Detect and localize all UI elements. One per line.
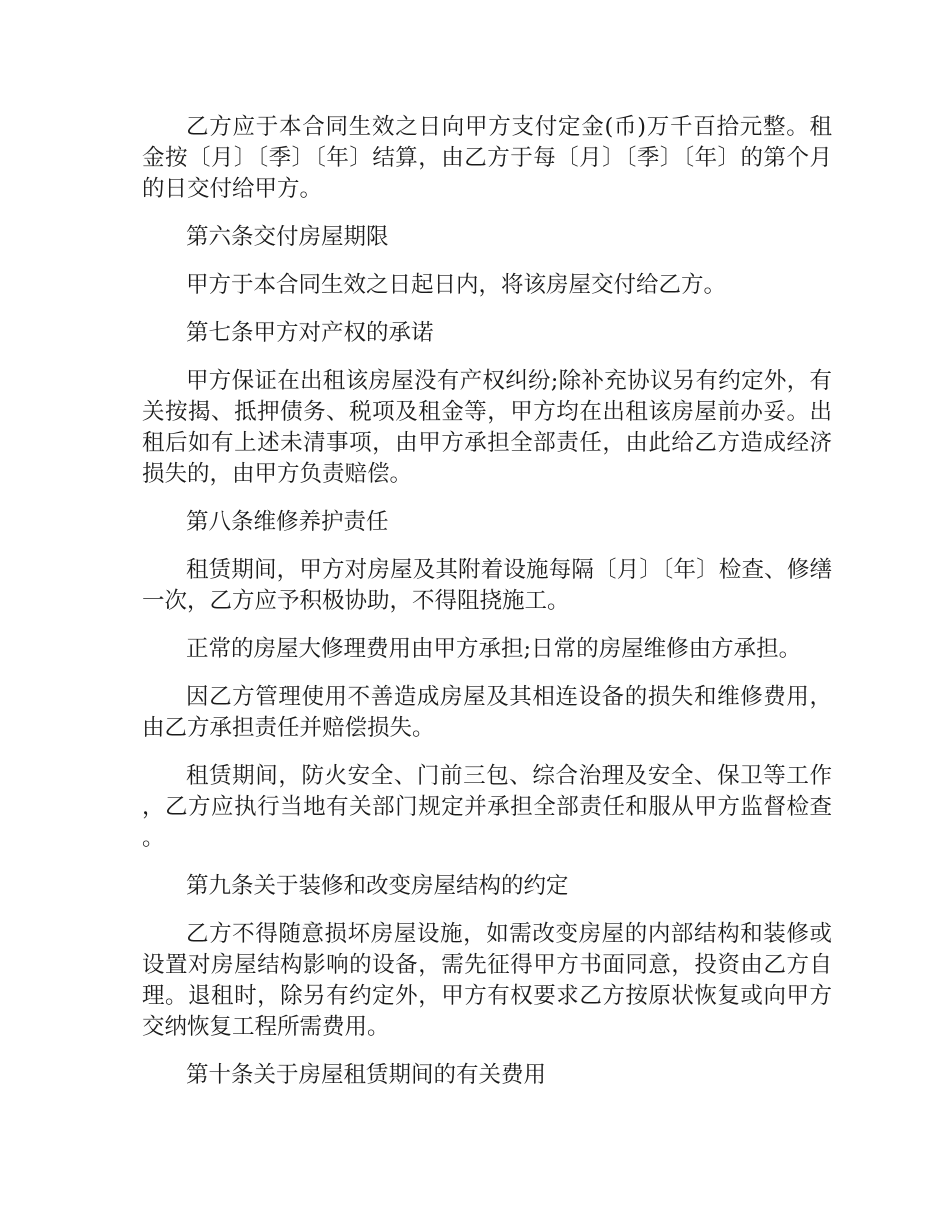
heading-article-8: 第八条维修养护责任: [186, 509, 389, 535]
paragraph-safety-duties: 租赁期间，防火安全、门前三包、综合治理及安全、保卫等工作，乙方应执行当地有关部门规定并承担全部责任和服从甲方监督检查。: [142, 763, 832, 851]
document-page: [142, 112, 832, 1108]
paragraph-major-repairs: 正常的房屋大修理费用由甲方承担;日常的房屋维修由方承担。: [186, 636, 802, 662]
heading-article-6: 第六条交付房屋期限: [186, 224, 389, 250]
heading-article-7: 第七条甲方对产权的承诺: [186, 320, 434, 346]
paragraph-property-rights: 甲方保证在出租该房屋没有产权纠纷;除补充协议另有约定外，有关按揭、抵押债务、税项及租金等，甲方均在出租该房屋前办妥。出租后如有上述未清事项，由甲方承担全部责任，由此给乙方造成经济损失的，由甲方负责赔偿。: [142, 368, 832, 487]
heading-article-9: 第九条关于装修和改变房屋结构的约定: [186, 873, 569, 899]
paragraph-inspection: 租赁期间，甲方对房屋及其附着设施每隔〔月〕〔年〕检查、修缮一次，乙方应予积极协助，不得阻挠施工。: [142, 557, 832, 614]
paragraph-renovation: 乙方不得随意损坏房屋设施，如需改变房屋的内部结构和装修或设置对房屋结构影响的设备，需先征得甲方书面同意，投资由乙方自理。退租时，除另有约定外，甲方有权要求乙方按原状恢复或向甲方交纳恢复工程所需费用。: [142, 921, 832, 1040]
paragraph-deposit-payment: 乙方应于本合同生效之日向甲方支付定金(币)万千百拾元整。租金按〔月〕〔季〕〔年〕结算，由乙方于每〔月〕〔季〕〔年〕的第个月的日交付给甲方。: [142, 114, 832, 202]
paragraph-delivery: 甲方于本合同生效之日起日内，将该房屋交付给乙方。: [186, 272, 727, 298]
heading-article-10: 第十条关于房屋租赁期间的有关费用: [186, 1062, 547, 1088]
paragraph-damage-liability: 因乙方管理使用不善造成房屋及其相连设备的损失和维修费用，由乙方承担责任并赔偿损失。: [142, 684, 832, 741]
